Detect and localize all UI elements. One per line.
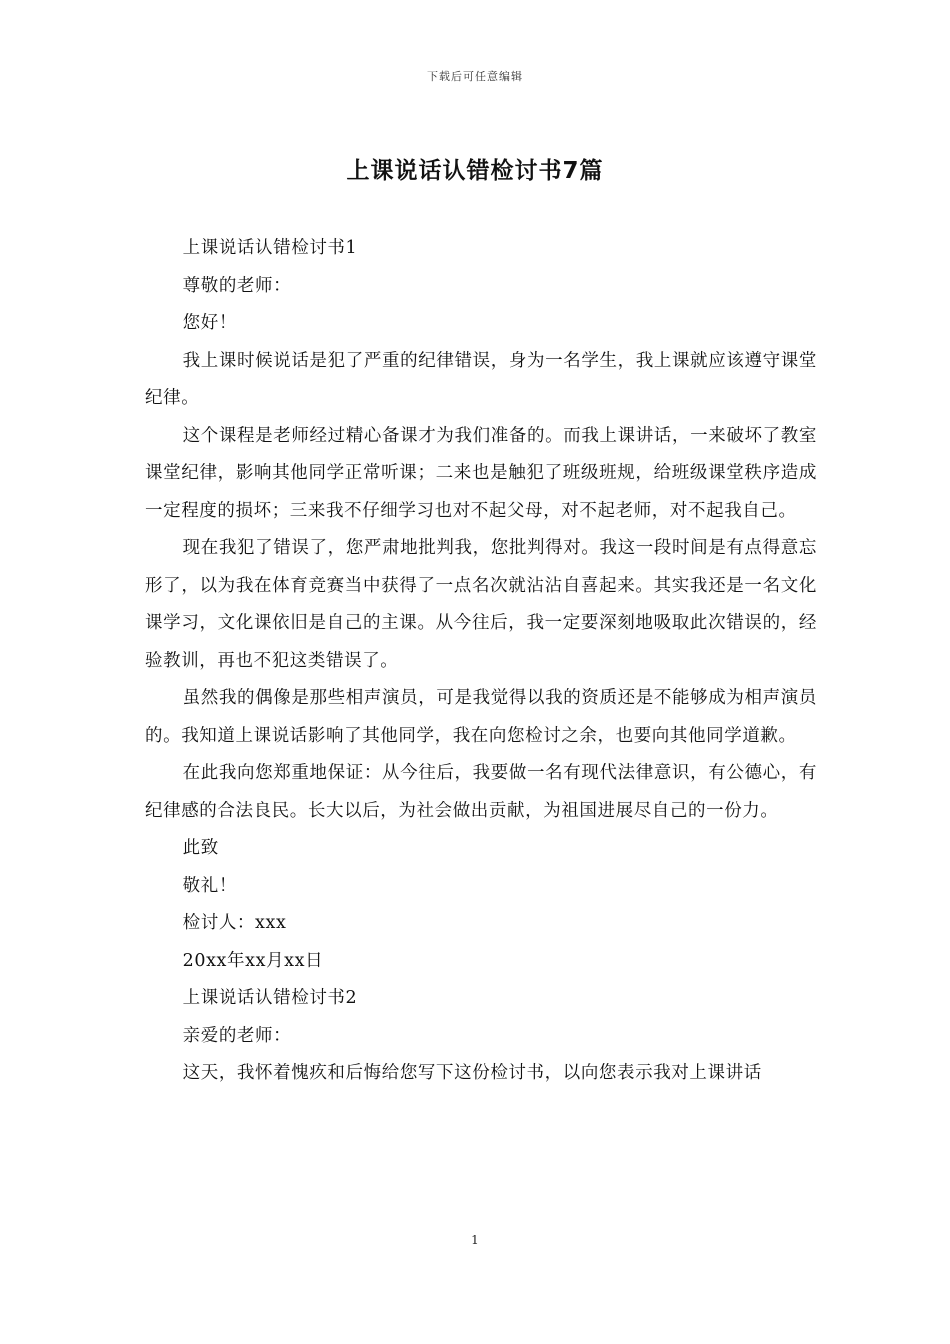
- body-paragraph: 在此我向您郑重地保证：从今往后，我要做一名有现代法律意识，有公德心，有纪律感的合法良民。长大以后，为社会做出贡献，为祖国进展尽自己的一份力。: [145, 763, 817, 821]
- page-number: 1: [471, 1233, 479, 1247]
- header-note: 下载后可任意编辑: [427, 70, 523, 83]
- body-paragraph: 这天，我怀着愧疚和后悔给您写下这份检讨书，以向您表示我对上课讲话: [182, 1063, 762, 1083]
- greeting: 您好！: [182, 313, 237, 333]
- salutation: 亲爱的老师：: [182, 1025, 292, 1046]
- signature-line: 检讨人：xxx: [182, 913, 287, 933]
- body-paragraph: 我上课时候说话是犯了严重的纪律错误，身为一名学生，我上课就应该遵守课堂纪律。: [145, 350, 817, 408]
- section-heading-1: 上课说话认错检讨书1: [182, 238, 358, 258]
- section-heading-2: 上课说话认错检讨书2: [182, 988, 358, 1008]
- document-title: 上课说话认错检讨书7篇: [346, 158, 604, 184]
- date-line: 20xx年xx月xx日: [182, 950, 324, 971]
- body-paragraph: 虽然我的偶像是那些相声演员，可是我觉得以我的资质还是不能够成为相声演员的。我知道上课说话影响了其他同学，我在向您检讨之余，也要向其他同学道歉。: [145, 688, 817, 746]
- body-paragraph: 现在我犯了错误了，您严肃地批判我，您批判得对。我这一段时间是有点得意忘形了，以为我在体育竞赛当中获得了一点名次就沾沾自喜起来。其实我还是一名文化课学习，文化课依旧是自己的主课。从今往后，我一定要深刻地吸取此次错误的，经验教训，再也不犯这类错误了。: [145, 538, 817, 671]
- closing-salute: 敬礼！: [182, 875, 237, 896]
- body-paragraph: 这个课程是老师经过精心备课才为我们准备的。而我上课讲话，一来破坏了教室课堂纪律，影响其他同学正常听课；二来也是触犯了班级班规，给班级课堂秩序造成一定程度的损坏；三来我不仔细学习也对不起父母，对不起老师，对不起我自己。: [145, 425, 817, 521]
- salutation: 尊敬的老师：: [182, 275, 292, 296]
- closing-line: 此致: [182, 838, 219, 858]
- document-body: [145, 230, 817, 1093]
